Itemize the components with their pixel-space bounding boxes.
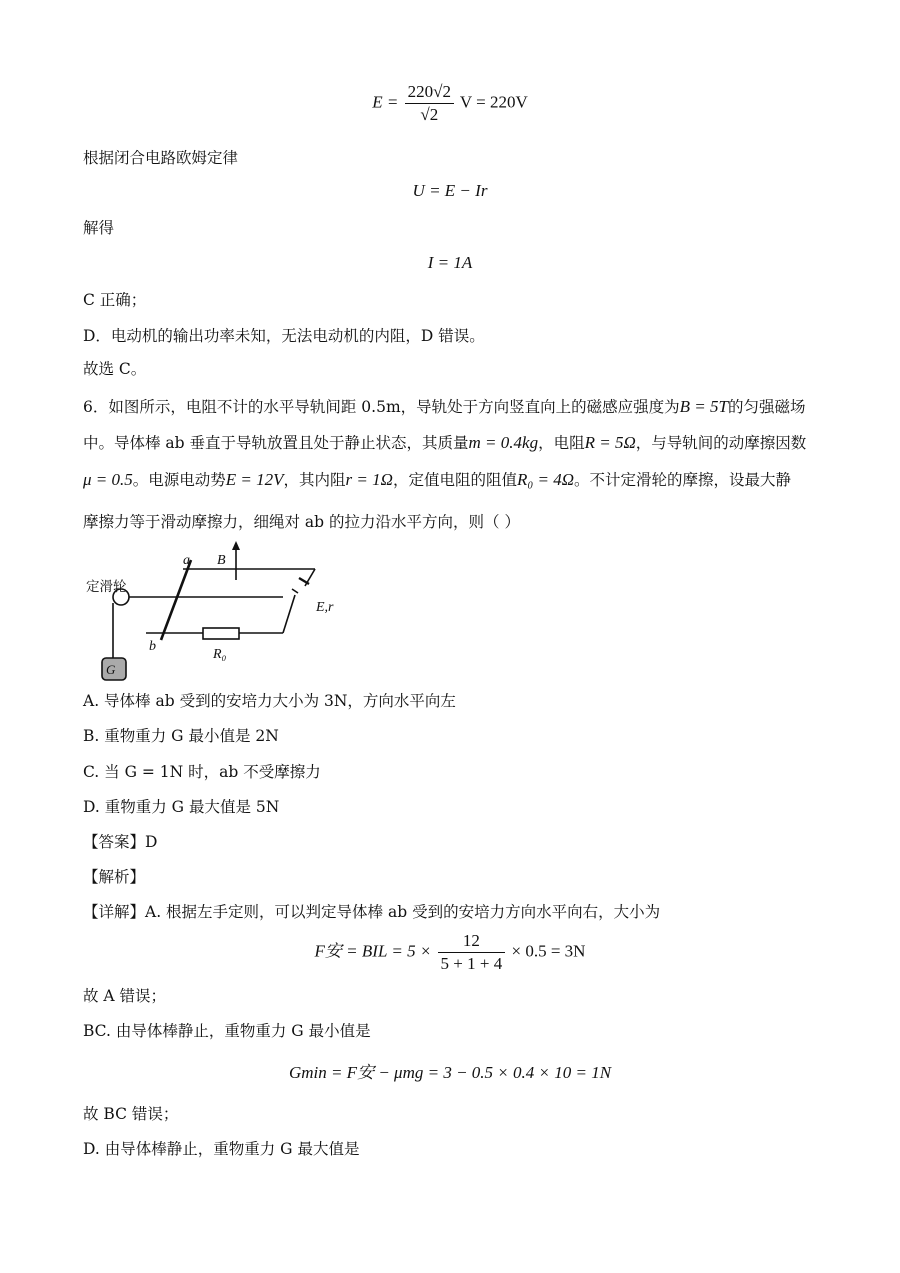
- eq4-fraction: [438, 931, 506, 974]
- text-d2: D. 由导体棒静止，重物重力 G 最大值是: [83, 1140, 360, 1158]
- text-a-wrong: 故 A 错误；: [83, 987, 167, 1005]
- label-B: B: [217, 553, 226, 568]
- text-jiede: 解得: [83, 219, 115, 237]
- text-bc: BC. 由导体棒静止，重物重力 G 最小值是: [83, 1022, 371, 1040]
- q6-l3d: ，其内阻: [283, 471, 346, 489]
- answer: 【答案】D: [83, 833, 158, 851]
- q6-line-1: [83, 396, 805, 418]
- resistor-r0: [203, 628, 239, 639]
- q6-l3f: ，定值电阻的阻值: [392, 471, 517, 489]
- q6-l3e: r = 1Ω: [345, 470, 393, 489]
- wire-right-bottom: [283, 595, 295, 633]
- q6-l2b: m = 0.4kg: [468, 433, 539, 452]
- eq1-fraction: [405, 82, 454, 125]
- text-d-wrong: D．电动机的输出功率未知，无法电动机的内阻，D 错误。: [83, 327, 485, 345]
- q6-l2c: ，电阻: [538, 434, 585, 452]
- q6-l1a: 6．如图所示，电阻不计的水平导轨间距 0.5m，导轨处于方向竖直向上的磁感应强度为: [83, 398, 680, 416]
- equation-emf: [0, 82, 900, 125]
- q6-l2d: R = 5Ω: [584, 433, 636, 452]
- text-bc-wrong: 故 BC 错误；: [83, 1105, 179, 1123]
- option-a: A. 导体棒 ab 受到的安培力大小为 3N，方向水平向左: [83, 692, 456, 710]
- equation-current: I = 1A: [427, 253, 473, 272]
- text-choose-c: 故选 C。: [83, 360, 147, 378]
- label-Er: E,r: [316, 600, 334, 615]
- eq4-numerator: 12: [438, 931, 506, 953]
- eq4-denominator: 5 + 1 + 4: [440, 954, 503, 973]
- text-c-correct: C 正确；: [83, 291, 147, 309]
- text-ohm-law: 根据闭合电路欧姆定律: [83, 149, 239, 167]
- q6-l1c: 的匀强磁场: [727, 398, 806, 416]
- q6-l3c: E = 12V: [225, 470, 284, 489]
- analysis-heading: 【解析】: [83, 868, 146, 886]
- weight-g-label: G: [106, 662, 116, 677]
- equation-ampere-force: [0, 931, 900, 974]
- eq1-numerator: 220√2: [405, 82, 454, 104]
- q6-line-3: [83, 469, 791, 491]
- detail-a: 【详解】A. 根据左手定则，可以判定导体棒 ab 受到的安培力方向水平向右，大小为: [83, 903, 661, 921]
- label-R0: R₀: [213, 647, 227, 662]
- q6-l1b: B = 5T: [679, 397, 728, 416]
- circuit-diagram: [83, 540, 363, 690]
- conductor-rod-ab: [161, 560, 191, 640]
- q6-l3a: μ = 0.5: [83, 470, 133, 489]
- label-b: b: [149, 639, 156, 654]
- battery-plate-short: [292, 589, 298, 593]
- equation-voltage: U = E − Ir: [412, 181, 488, 200]
- field-b-arrowhead: [232, 541, 240, 550]
- eq4-rhs: × 0.5 = 3N: [511, 941, 586, 961]
- q6-line-4: 摩擦力等于滑动摩擦力，细绳对 ab 的拉力沿水平方向，则（ ）: [83, 513, 520, 531]
- q6-line-2: [83, 432, 806, 454]
- equation-gmin: Gmin = F安 − μmg = 3 − 0.5 × 0.4 × 10 = 1N: [288, 1063, 612, 1082]
- q6-l2e: ，与导轨间的动摩擦因数: [635, 434, 807, 452]
- eq1-denominator: √2: [420, 105, 439, 124]
- q6-l3h: 。不计定滑轮的摩擦，设最大静: [574, 471, 792, 489]
- option-c: C. 当 G = 1N 时，ab 不受摩擦力: [83, 763, 321, 781]
- eq4-lhs: F安 = BIL = 5 ×: [314, 941, 432, 961]
- q6-l3g: R₀ = 4Ω: [516, 470, 575, 489]
- q6-l2a: 中。导体棒 ab 垂直于导轨放置且处于静止状态，其质量: [83, 434, 469, 452]
- eq1-rhs: V = 220V: [459, 92, 528, 112]
- eq1-lhs: E =: [372, 92, 399, 112]
- option-b: B. 重物重力 G 最小值是 2N: [83, 727, 279, 745]
- option-d: D. 重物重力 G 最大值是 5N: [83, 798, 280, 816]
- label-a: a: [183, 553, 190, 568]
- q6-l3b: 。电源电动势: [132, 471, 226, 489]
- label-pulley: 定滑轮: [86, 579, 127, 595]
